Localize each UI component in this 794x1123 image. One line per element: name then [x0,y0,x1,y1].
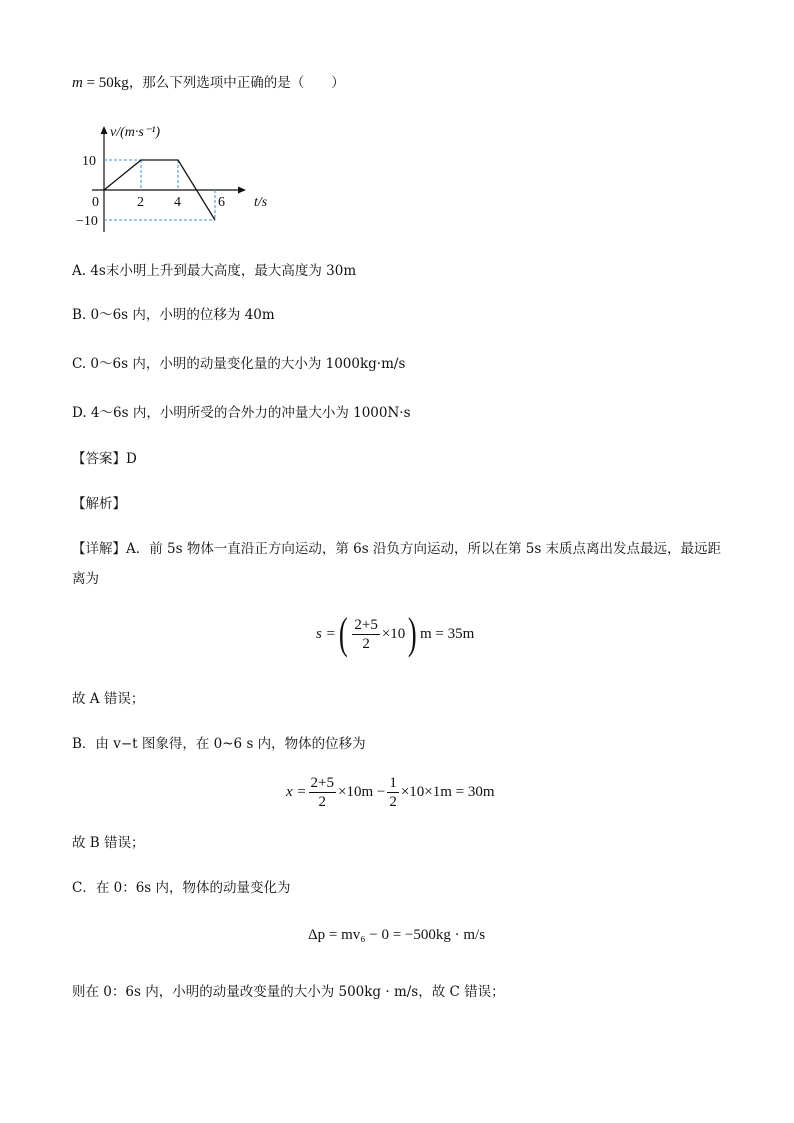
c-conclusion: 则在 0：6s 内，小明的动量改变量的大小为 500kg · m/s，故 C 错误； [72,984,505,1000]
mass-symbol: m [72,75,83,91]
option-b: B. 0～6s 内，小明的位移为 40m [72,307,275,323]
x-tick-6: 6 [218,195,225,210]
formula-x-fraction-1 [309,774,336,811]
answer-label: 【答案】 [72,451,126,467]
option-c: C. 0～6s 内，小明的动量变化量的大小为 1000kg·m/s [72,356,406,372]
a-wrong: 故 A 错误； [72,691,145,707]
formula-x-lhs: x = [286,784,307,800]
formula-x-den1: 2 [318,794,327,810]
option-d: D. 4～6s 内，小明所受的合外力的冲量大小为 1000N·s [72,405,411,421]
y-axis-arrow [101,126,108,134]
formula-x-mid1: ×10m − [338,784,386,800]
x-tick-0: 0 [92,195,99,210]
right-paren: ) [408,609,418,658]
formula-s-mid: ×10 [381,625,406,642]
analysis-label: 【解析】 [72,496,126,512]
velocity-time-graph [72,118,268,238]
left-paren: ( [338,609,348,658]
y-axis-label: v/(m·s⁻¹) [110,125,161,140]
option-a: A. 4s末小明上升到最大高度，最大高度为 30m [72,263,357,279]
formula-s-lhs: s = [316,625,336,642]
b-wrong: 故 B 错误； [72,835,145,851]
formula-x [286,774,495,811]
mass-value: = 50kg [82,75,129,91]
answer-value: D [126,451,137,467]
detail-b: B．由 v−t 图象得，在 0~6 s 内，物体的位移为 [72,736,366,752]
formula-p: Δp = mv₆ − 0 = −500kg · m/s [308,927,486,943]
formula-s-rhs: m = 35m [419,625,475,642]
x-axis-label: t/s [254,195,268,210]
intro-text: ，那么下列选项中正确的是（ ） [128,75,345,91]
x-tick-2: 2 [137,195,144,210]
detail-a-line1: 【详解】A．前 5s 物体一直沿正方向运动，第 6s 沿负方向运动，所以在第 5s 末质点离出发点最远，最远距 [72,541,722,557]
formula-s-num: 2+5 [354,616,378,633]
y-tick-neg10: −10 [76,214,98,229]
y-tick-10: 10 [82,154,96,169]
formula-x-num1: 2+5 [310,775,334,791]
detail-c: C．在 0：6s 内，物体的动量变化为 [72,880,291,896]
formula-s-fraction [352,616,379,653]
intro-line [72,74,345,92]
formula-x-fraction-2 [387,774,399,811]
formula-x-mid2: ×10×1m = 30m [400,784,495,800]
detail-a-line2: 离为 [72,571,99,587]
formula-x-num2: 1 [389,775,397,791]
formula-s [316,609,475,658]
x-tick-4: 4 [174,195,181,210]
x-axis-arrow [238,187,246,194]
answer-line [72,450,137,468]
formula-x-den2: 2 [389,794,397,810]
formula-s-den: 2 [362,635,370,652]
